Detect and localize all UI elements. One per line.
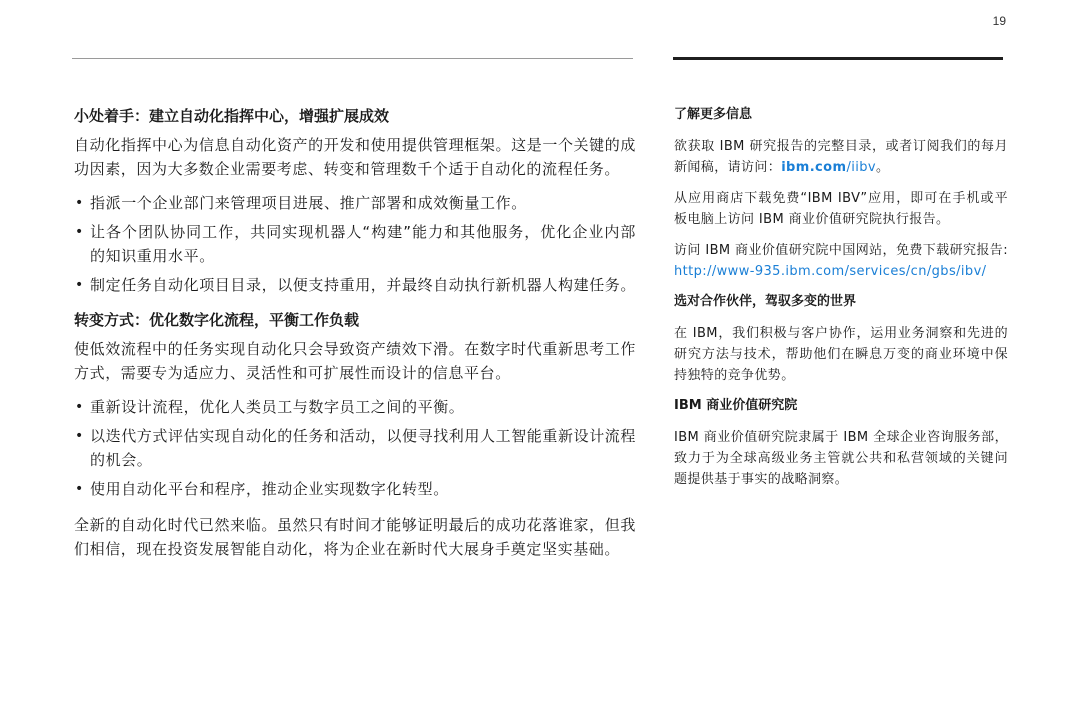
iibv-link-part: /iibv <box>846 160 876 175</box>
more-info-heading: 了解更多信息 <box>674 107 753 122</box>
list-item <box>74 220 636 268</box>
bullet-icon: • <box>75 428 84 444</box>
ibv-heading: IBM 商业价值研究院 <box>674 398 798 413</box>
bullet-icon: • <box>75 399 84 415</box>
bullet-text: 制定任务自动化项目目录，以便支持重用，并最终自动执行新机器人构建任务。 <box>90 276 637 294</box>
left-divider <box>72 58 633 59</box>
list-item <box>74 395 636 419</box>
list-item <box>74 477 636 501</box>
bullet-icon: • <box>75 277 84 293</box>
china-site-link[interactable]: http://www-935.ibm.com/services/cn/gbs/ibv/ <box>674 264 987 279</box>
list-item <box>74 424 636 472</box>
sentence-end: 。 <box>876 160 890 175</box>
more-info-paragraph-3 <box>674 240 1008 282</box>
bullet-text: 重新设计流程，优化人类员工与数字员工之间的平衡。 <box>90 398 465 416</box>
closing-paragraph: 全新的自动化时代已然来临。虽然只有时间才能够证明最后的成功花落谁家，但我们相信，现在投资发展智能自动化，将为企业在新时代大展身手奠定坚实基础。 <box>74 516 636 558</box>
section1-intro: 自动化指挥中心为信息自动化资产的开发和使用提供管理框架。这是一个关键的成功因素，因为大多数企业需要考虑、转变和管理数千个适于自动化的流程任务。 <box>74 136 636 178</box>
right-divider <box>673 57 1003 60</box>
main-column <box>74 105 636 571</box>
bullet-text: 让各个团队协同工作，共同实现机器人“构建”能力和其他服务，优化企业内部的知识重用水平。 <box>90 223 636 265</box>
bullet-icon: • <box>75 224 84 240</box>
sidebar-column <box>674 105 1008 500</box>
bullet-text: 指派一个企业部门来管理项目进展、推广部署和成效衡量工作。 <box>90 194 527 212</box>
partner-body: 在 IBM，我们积极与客户协作，运用业务洞察和先进的研究方法与技术，帮助他们在瞬息万变的商业环境中保持独特的竞争优势。 <box>674 326 1008 383</box>
partner-heading: 选对合作伙伴，驾驭多变的世界 <box>674 294 857 309</box>
more-info-paragraph-2: 从应用商店下载免费“IBM IBV”应用，即可在手机或平板电脑上访问 IBM 商业价值研究院执行报告。 <box>674 191 1008 227</box>
bullet-icon: • <box>75 481 84 497</box>
bullet-text: 以迭代方式评估实现自动化的任务和活动，以便寻找利用人工智能重新设计流程的机会。 <box>90 427 637 469</box>
list-item <box>74 191 636 215</box>
section2-heading: 转变方式：优化数字化流程，平衡工作负载 <box>74 311 360 329</box>
more-info-text: 欲获取 IBM 研究报告的完整目录，或者订阅我们的每月新闻稿，请访问： <box>674 139 1008 175</box>
more-info-paragraph-1 <box>674 136 1008 178</box>
section2-bullets <box>74 395 636 501</box>
page-number: 19 <box>992 14 1006 28</box>
section1-heading: 小处着手：建立自动化指挥中心，增强扩展成效 <box>74 107 390 125</box>
ibv-body: IBM 商业价值研究院隶属于 IBM 全球企业咨询服务部，致力于为全球高级业务主管就公共和私营领域的关键问题提供基于事实的战略洞察。 <box>674 430 1008 487</box>
ibm-iibv-link[interactable] <box>781 160 876 175</box>
china-site-text: 访问 IBM 商业价值研究院中国网站，免费下载研究报告: <box>674 243 1008 258</box>
section1-bullets <box>74 191 636 297</box>
bullet-text: 使用自动化平台和程序，推动企业实现数字化转型。 <box>90 480 449 498</box>
section2-intro: 使低效流程中的任务实现自动化只会导致资产绩效下滑。在数字时代重新思考工作方式，需要专为适应力、灵活性和可扩展性而设计的信息平台。 <box>74 340 636 382</box>
bullet-icon: • <box>75 195 84 211</box>
list-item <box>74 273 636 297</box>
ibm-com-link-part: ibm.com <box>781 160 847 175</box>
